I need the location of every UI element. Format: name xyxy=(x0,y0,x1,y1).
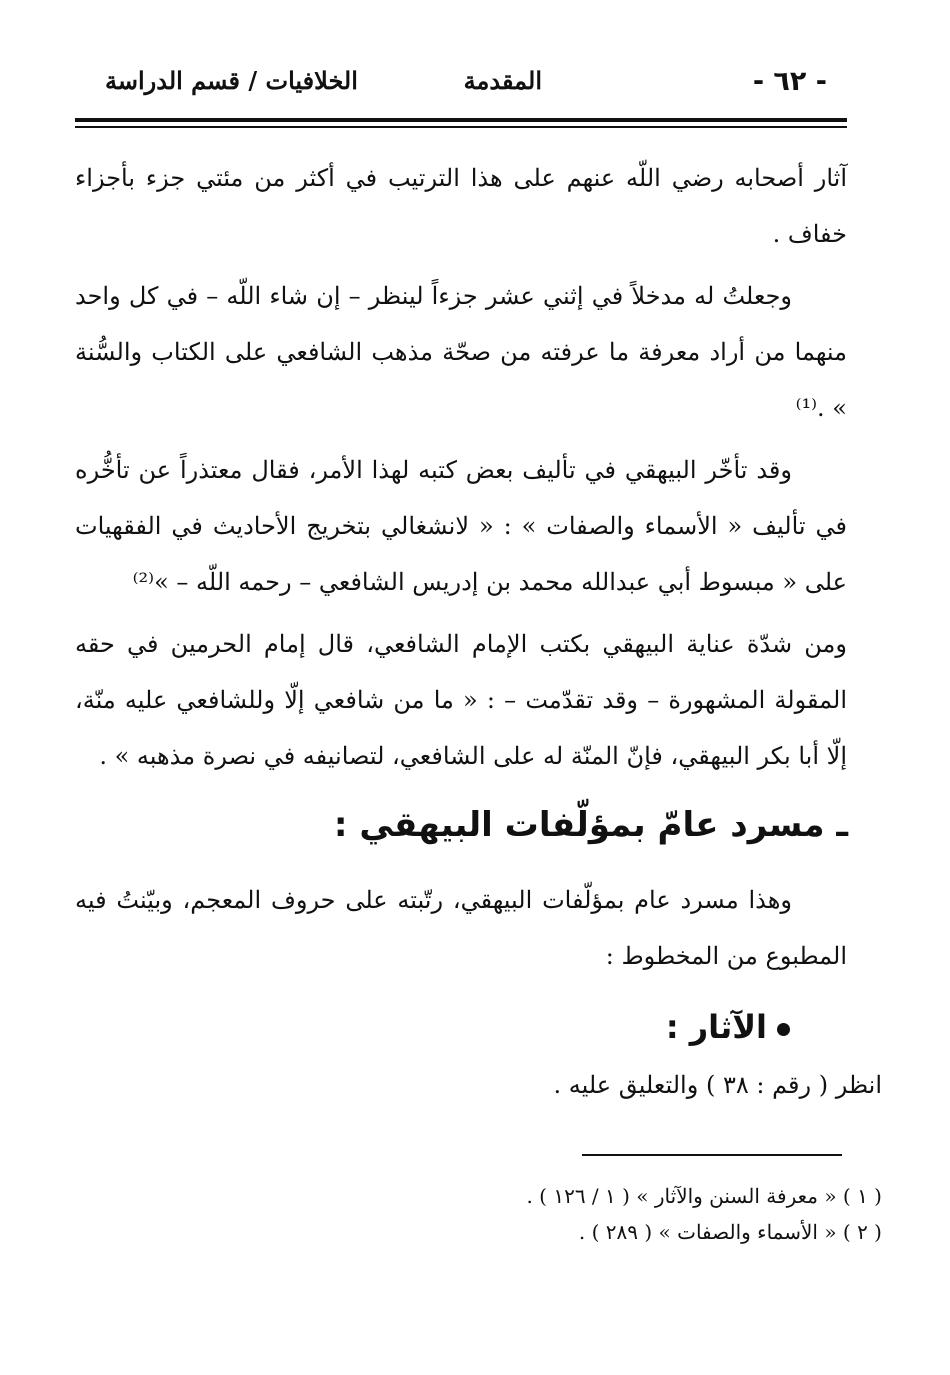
item-text: انظر ( رقم : ٣٨ ) والتعليق عليه . xyxy=(553,1071,882,1099)
paragraph-3: وقد تأخّر البيهقي في تأليف بعض كتبه لهذا الأمر، فقال معتذراً عن تأخُّره في تأليف « الأسماء والصفات » : « لانشغالي بتخريج الأحاديث في الفقهيات على « مبسوط أبي عبدالله محمد بن إدريس الشافعي – رحمه اللّه – »⁽²⁾ xyxy=(75,456,847,596)
item-heading-label: الآثار : xyxy=(665,1008,767,1046)
footnotes xyxy=(526,1178,882,1250)
header-rule-thin xyxy=(75,126,847,128)
book-title: الخلافيات / قسم الدراسة xyxy=(105,66,358,95)
section-heading: ـ مسرد عامّ بمؤلّفات البيهقي : xyxy=(333,805,848,845)
footnote-2: ( ٢ ) « الأسماء والصفات » ( ٢٨٩ ) . xyxy=(578,1220,882,1244)
bullet-icon xyxy=(777,1023,790,1036)
paragraph-1: آثار أصحابه رضي اللّه عنهم على هذا الترتيب في أكثر من مئتي جزء بأجزاء خفاف . xyxy=(75,164,847,248)
chapter-title: المقدمة xyxy=(463,66,542,95)
footnote-1: ( ١ ) « معرفة السنن والآثار » ( ١ / ١٢٦ ) . xyxy=(526,1184,882,1208)
paragraph-2: وجعلتُ له مدخلاً في إثني عشر جزءاً لينظر – إن شاء اللّه – في كل واحد منهما من أراد معرفة ما عرفته من صحّة مذهب الشافعي على الكتاب والسُّنة » .⁽¹⁾ xyxy=(75,282,847,422)
header-rule-thick xyxy=(75,118,847,122)
paragraph-4: ومن شدّة عناية البيهقي بكتب الإمام الشافعي، قال إمام الحرمين في حقه المقولة المشهورة – وقد تقدّمت – : « ما من شافعي إلّا وللشافعي عليه منّة، إلّا أبا بكر البيهقي، فإنّ المنّة له على الشافعي، لتصانيفه في نصرة مذهبه » . xyxy=(75,630,847,770)
footnote-separator xyxy=(582,1154,842,1156)
main-text xyxy=(75,150,847,784)
section-paragraph: وهذا مسرد عام بمؤلّفات البيهقي، رتّبته على حروف المعجم، وبيّنتُ فيه المطبوع من المخطوط : xyxy=(75,886,847,970)
section-text xyxy=(75,872,847,984)
page-header xyxy=(75,62,847,108)
page-number: - ٦٢ - xyxy=(752,66,827,97)
item-heading xyxy=(666,1008,790,1046)
